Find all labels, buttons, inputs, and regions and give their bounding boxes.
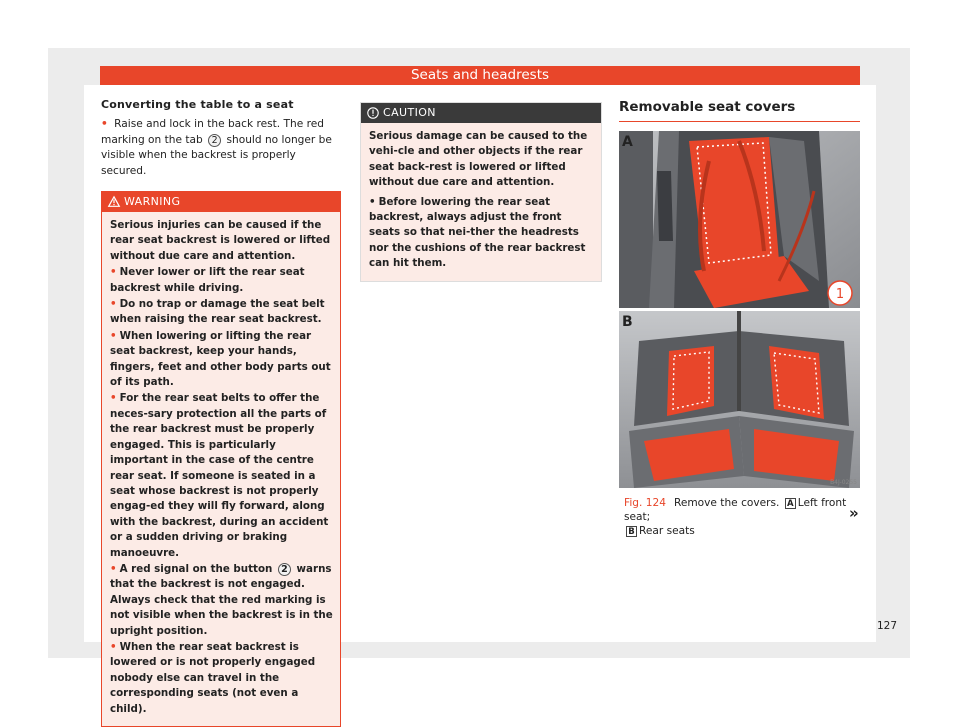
left-column bbox=[101, 98, 341, 727]
caption-text: Remove the covers. bbox=[673, 497, 780, 509]
warning-item-text: When the rear seat backrest is lowered or is not properly engaged nobody else can travel in the corresponding seats (not even a child). bbox=[110, 640, 316, 715]
warning-item-text: For the rear seat belts to offer the neces-sary protection all the parts of the rear backrest must be properly engaged. This is particularly important in the case of the centre rear seat. If someone is seated in a seat whose backrest is not properly engag-ed they will fly forward, along with the backrest, during an accident or a sudden driving or braking manoeuvre. bbox=[110, 392, 329, 559]
instruction-post: should no longer be visible when the backrest is properly secured. bbox=[101, 133, 332, 177]
bullet-icon: • bbox=[101, 118, 108, 130]
caution-body bbox=[361, 123, 601, 281]
bullet-icon: • bbox=[110, 298, 117, 311]
button-number-badge: 2 bbox=[278, 563, 291, 576]
warning-header bbox=[102, 192, 340, 212]
rear-seats-illustration bbox=[619, 311, 860, 488]
bullet-icon: • bbox=[110, 562, 117, 575]
bullet-icon: • bbox=[110, 329, 117, 342]
box-letter-b: B bbox=[626, 526, 637, 537]
warning-item-text: Never lower or lift the rear seat backrest while driving. bbox=[110, 266, 305, 294]
figure-code: B4J-0255 bbox=[830, 479, 857, 486]
panel-letter-a: A bbox=[622, 134, 633, 150]
caution-item-text: Before lowering the rear seat backrest, always adjust the front seats so that nei-ther the headrests nor the cushions of the rear backrest can hit them. bbox=[369, 195, 586, 270]
warning-item-text: warns that the backrest is not engaged. Always check that the red marking is not visible when the backrest is in the upright position. bbox=[110, 562, 333, 637]
middle-column bbox=[360, 102, 602, 282]
warning-item bbox=[110, 640, 333, 717]
page-number: 127 bbox=[877, 620, 898, 632]
tab-number-badge: 2 bbox=[208, 134, 221, 147]
callout-1: 1 bbox=[835, 287, 845, 302]
panel-letter-b: B bbox=[622, 314, 633, 330]
figure-panel-a bbox=[619, 131, 860, 308]
caution-intro: Serious damage can be caused to the vehi-cle and other objects if the rear seat back-rest is lowered or lifted without due care and attention. bbox=[369, 130, 588, 189]
warning-box bbox=[101, 191, 341, 727]
warning-triangle-icon bbox=[108, 196, 120, 207]
bullet-icon: • bbox=[110, 392, 117, 405]
warning-item bbox=[110, 391, 333, 560]
header-title: Seats and headrests bbox=[100, 66, 860, 85]
caption-text: Left front seat; bbox=[624, 497, 847, 523]
info-circle-icon bbox=[367, 107, 379, 119]
warning-item-text: A red signal on the button bbox=[119, 562, 273, 575]
warning-item bbox=[110, 562, 333, 639]
figure-caption bbox=[619, 496, 860, 538]
figure-label: Fig. 124 bbox=[624, 497, 666, 509]
section-heading: Removable seat covers bbox=[619, 99, 860, 122]
warning-item bbox=[110, 297, 333, 328]
warning-item bbox=[110, 329, 333, 391]
figure-panel-b bbox=[619, 311, 860, 488]
bullet-icon: • bbox=[110, 640, 117, 653]
instruction-text bbox=[101, 117, 341, 179]
warning-item-text: When lowering or lifting the rear seat backrest, keep your hands, fingers, feet and other body parts out of its path. bbox=[110, 329, 331, 389]
bullet-icon: • bbox=[110, 266, 117, 279]
warning-intro: Serious injuries can be caused if the rear seat backrest is lowered or lifted without due care and attention. bbox=[110, 219, 331, 262]
caution-header bbox=[361, 103, 601, 123]
continue-arrow: » bbox=[849, 504, 859, 522]
section-heading: Converting the table to a seat bbox=[101, 98, 294, 111]
warning-item-text: Do no trap or damage the seat belt when raising the rear seat backrest. bbox=[110, 298, 325, 326]
right-column bbox=[619, 99, 860, 538]
caution-item bbox=[369, 195, 594, 272]
front-seat-illustration bbox=[619, 131, 860, 308]
box-letter-a: A bbox=[785, 498, 796, 509]
warning-item bbox=[110, 265, 333, 296]
caption-text: Rear seats bbox=[639, 525, 695, 537]
caution-title: CAUTION bbox=[383, 106, 436, 119]
warning-body bbox=[102, 212, 340, 726]
warning-title: WARNING bbox=[124, 195, 181, 208]
instruction-pre: Raise and lock in the back rest. The red marking on the tab bbox=[101, 118, 324, 146]
figure-124 bbox=[619, 131, 860, 488]
caution-box bbox=[360, 102, 602, 282]
bullet-icon: • bbox=[369, 195, 376, 208]
